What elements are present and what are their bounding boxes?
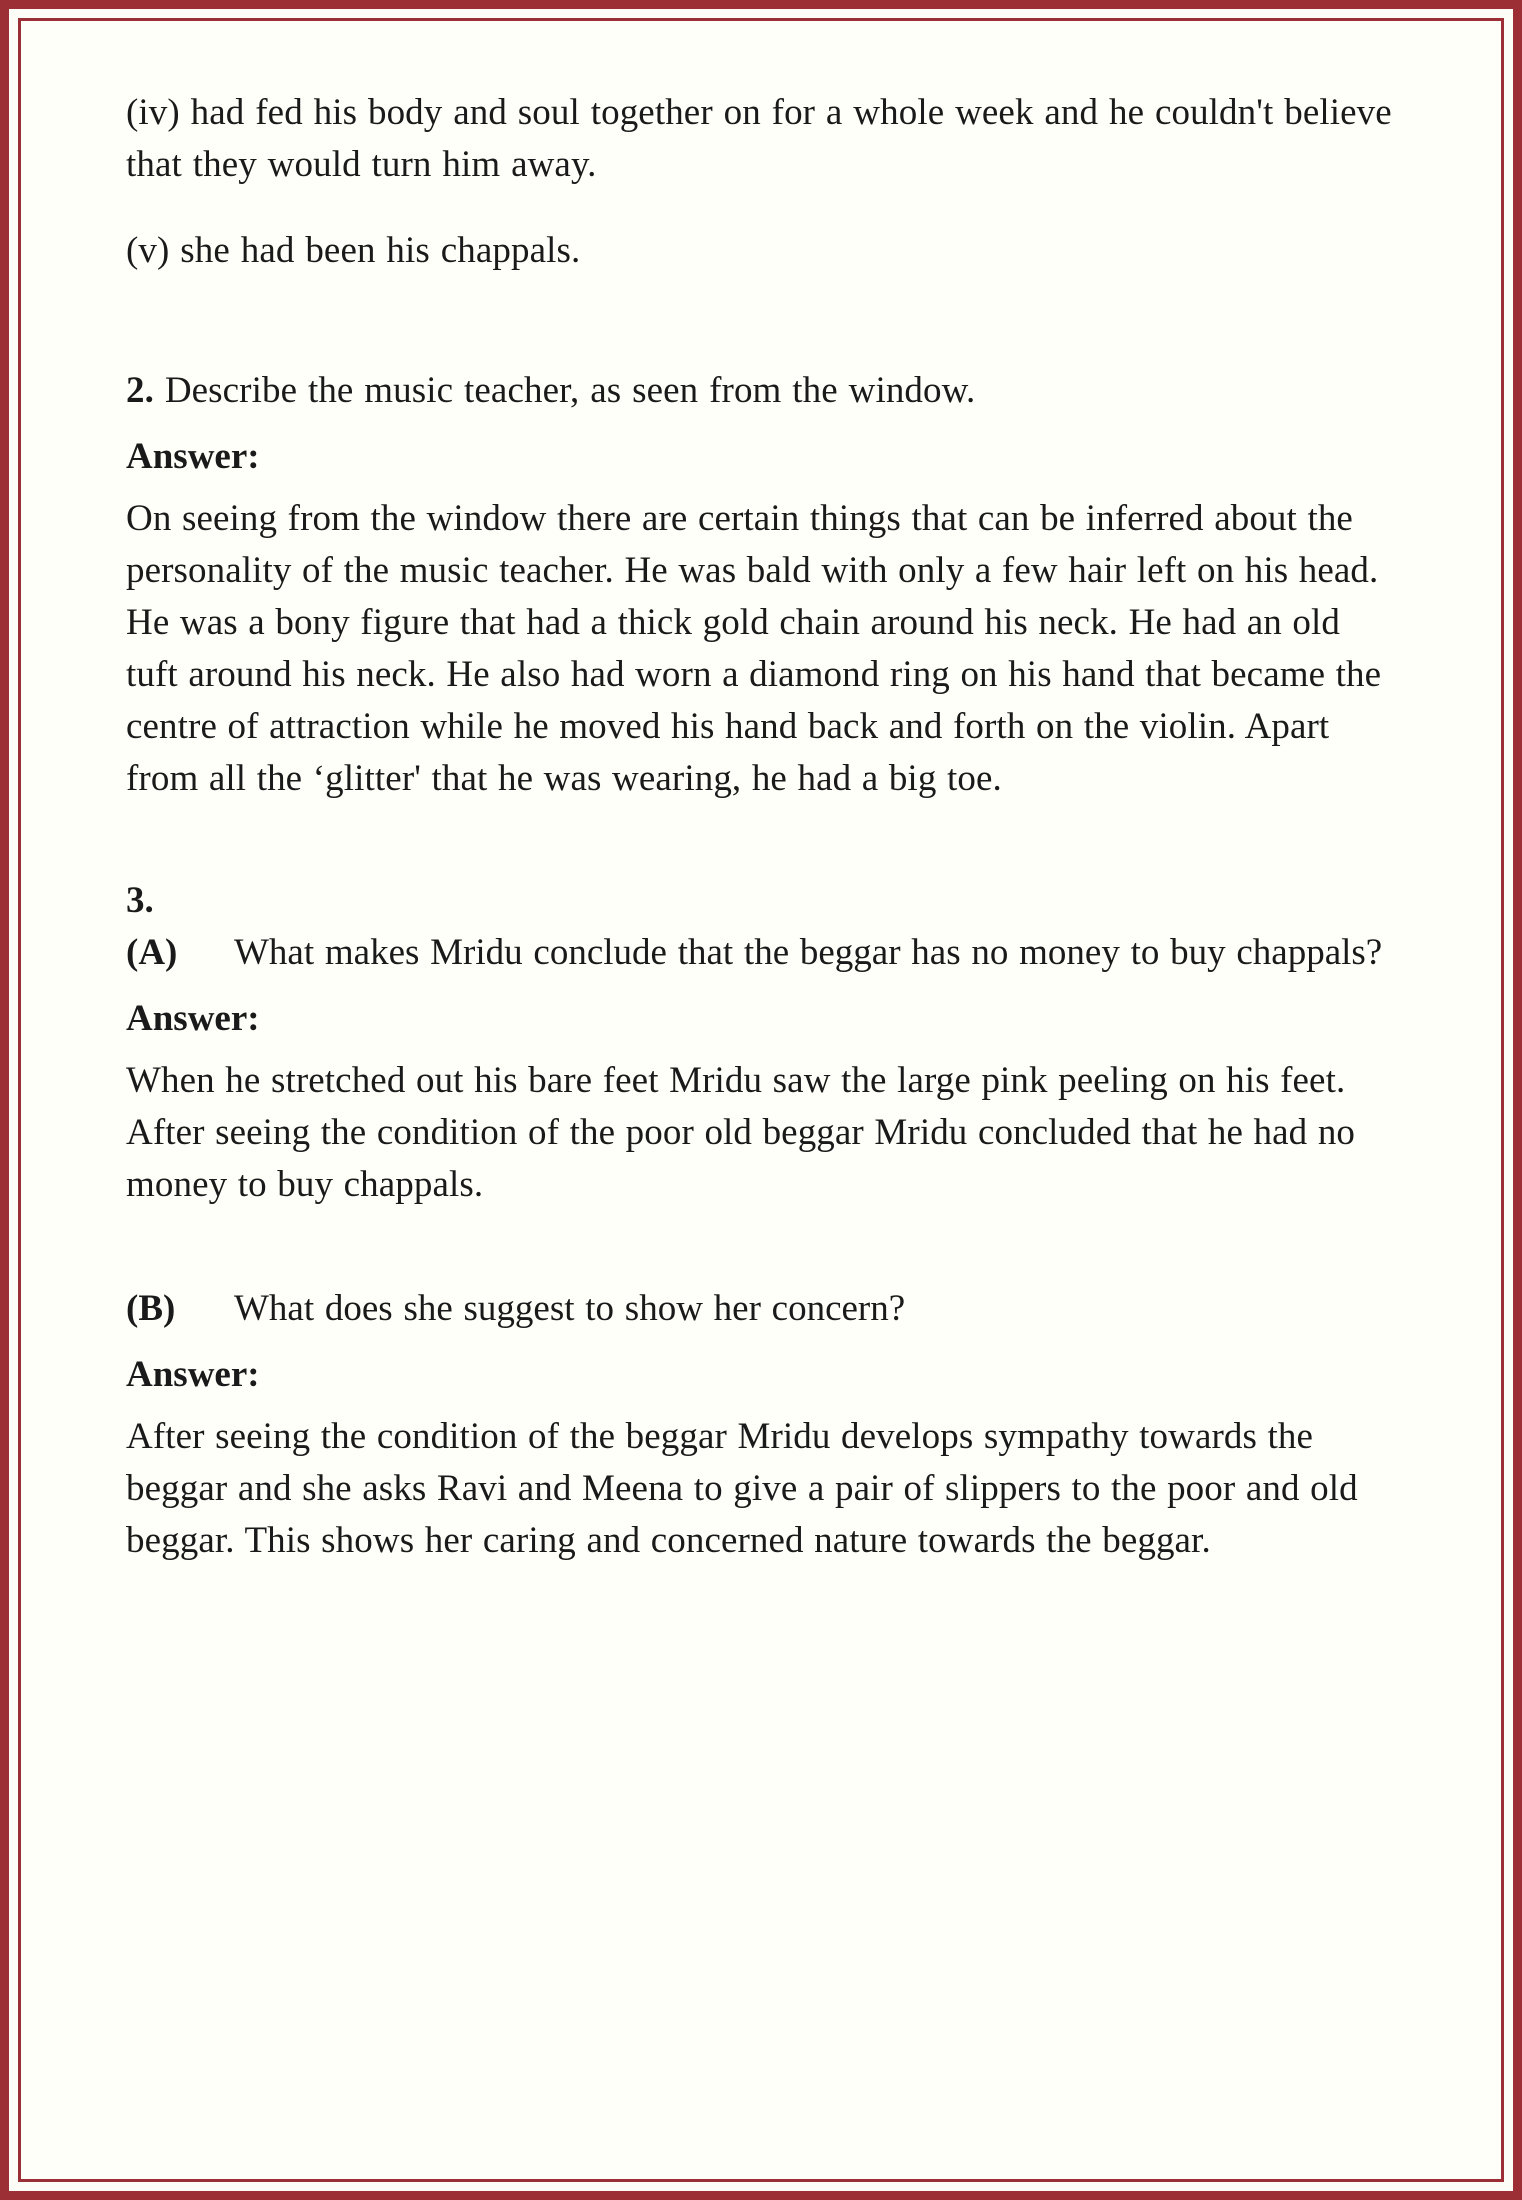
- question-2: [126, 365, 1396, 417]
- question-2-text: Describe the music teacher, as seen from the window.: [164, 370, 976, 411]
- question-3a-answer-label: Answer:: [126, 998, 260, 1039]
- question-3-number: 3.: [126, 880, 154, 921]
- option-v: (v) she had been his chappals.: [126, 230, 581, 271]
- question-3b-marker: (B): [126, 1288, 176, 1329]
- spacer: [126, 1225, 1396, 1283]
- question-2-answer-text: On seeing from the window there are certain things that can be inferred about the personality of the music teacher. He was bald with only a few hair left on his head. He was a bony figure that had a thick gold chain around his neck. He had an old tuft around his neck. He also had worn a diamond ring on his hand that became the centre of attraction while he moved his hand back and forth on the violin. Apart from all the ‘glitter' that he was wearing, he had a big toe.: [126, 498, 1382, 799]
- page-frame-inner-rule: [18, 18, 1504, 2182]
- question-2-number: 2.: [126, 370, 154, 411]
- page-frame-gap: [9, 9, 1513, 2191]
- question-3a-marker: (A): [126, 932, 178, 973]
- question-3b: [126, 1283, 1396, 1335]
- page-canvas: [21, 21, 1501, 2179]
- question-3a-text: What makes Mridu conclude that the beggar has no money to buy chappals?: [234, 932, 1383, 973]
- spacer: [126, 291, 1396, 365]
- spacer: [126, 205, 1396, 225]
- question-2-answer-label: Answer:: [126, 436, 260, 477]
- document-content: [126, 87, 1396, 1581]
- question-3b-answer-label: Answer:: [126, 1354, 260, 1395]
- question-3a-answer-text: When he stretched out his bare feet Mridu saw the large pink peeling on his feet. After seeing the condition of the poor old beggar Mridu concluded that he had no money to buy chappals.: [126, 1060, 1356, 1205]
- question-3a: [126, 927, 1396, 979]
- question-3b-answer-text: After seeing the condition of the beggar Mridu develops sympathy towards the beggar and she asks Ravi and Meena to give a pair of slippers to the poor and old beggar. This shows her caring and concerned nature towards the beggar.: [126, 1416, 1358, 1561]
- spacer: [126, 819, 1396, 877]
- option-iv: (iv) had fed his body and soul together on for a whole week and he couldn't believe that they would turn him away.: [126, 92, 1392, 185]
- question-3b-text: What does she suggest to show her concern?: [234, 1288, 906, 1329]
